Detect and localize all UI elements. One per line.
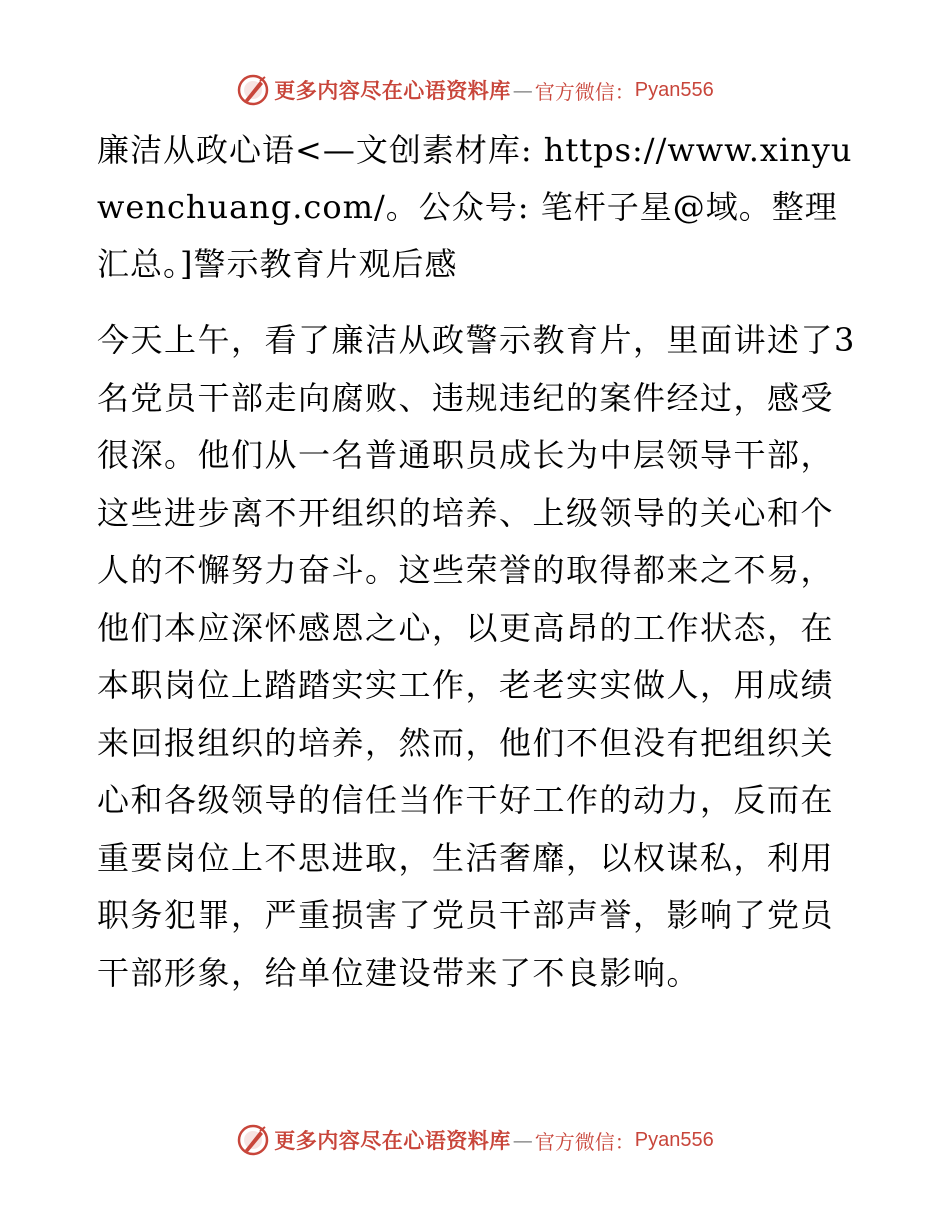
banner-separator: — [512,1128,533,1152]
banner-wechat-id: Pyan556 [634,78,714,101]
banner-slogan: 更多内容尽在心语资料库 [274,1128,511,1153]
banner-wechat-id: Pyan556 [634,1128,714,1151]
header-banner [0,70,950,110]
document-body-paragraph: 今天上午，看了廉洁从政警示教育片，里面讲述了3名党员干部走向腐败、违规违纪的案件经过，感受很深。他们从一名普通职员成长为中层领导干部，这些进步离不开组织的培养、上级领导的关心和个人的不懈努力奋斗。这些荣誉的取得都来之不易，他们本应深怀感恩之心，以更高昂的工作状态，在本职岗位上踏踏实实工作，老老实实做人，用成绩来回报组织的培养，然而，他们不但没有把组织关心和各级领导的信任当作干好工作的动力，反而在重要岗位上不思进取，生活奢靡，以权谋私，利用职务犯罪，严重损害了党员干部声誉，影响了党员干部形象，给单位建设带来了不良影响。 [97,321,856,992]
banner-separator: — [512,78,533,102]
document-title: 廉洁从政心语<—文创素材库: https://www.xinyuwenchuang.com/。公众号: 笔杆子星@域。整理汇总。]警示教育片观后感 [97,131,853,283]
quill-pen-circle-icon [236,1123,270,1157]
banner-wechat-label: 官方微信： [534,1129,635,1154]
banner-wechat-label: 官方微信： [534,79,635,104]
banner-slogan: 更多内容尽在心语资料库 [274,78,511,103]
quill-pen-circle-icon [236,73,270,107]
footer-banner [0,1120,950,1160]
